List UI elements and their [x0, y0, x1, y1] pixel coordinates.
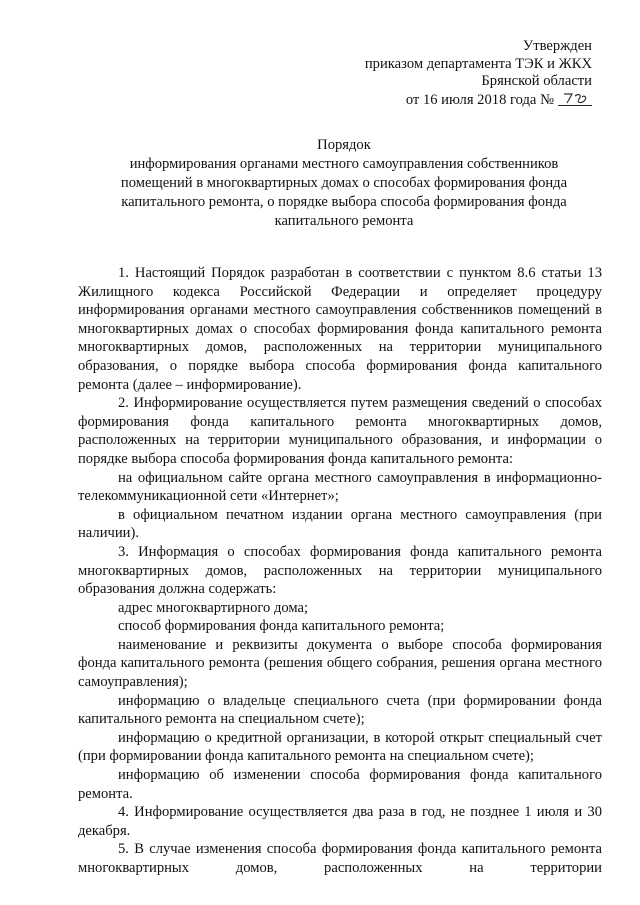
paragraph-3-item-5: информацию о кредитной организации, в которой открыт специальный счет (при формировании фонда капитального ремонта на специальном счете); — [78, 729, 602, 765]
document-body — [78, 264, 602, 878]
paragraph-5: 5. В случае изменения способа формирования фонда капитального ремонта многоквартирных домов, расположенных на территории — [78, 841, 602, 876]
paragraph-3-item-4: информацию о владельце специального счета (при формировании фонда капитального ремонта на специальном счете); — [78, 692, 602, 728]
title-heading: Порядок — [317, 137, 371, 153]
paragraph-1: 1. Настоящий Порядок разработан в соответствии с пунктом 8.6 статьи 13 Жилищного кодекса Российской Федерации и определяет процедуру информирования органами местного самоуправления собственников помещений в многоквартирных домах о способах формирования фонда капитального ремонта многоквартирных домов, расположенных на территории муниципального образования, о порядке выбора способа формирования фонда капитального ремонта (далее – информирование). — [78, 265, 602, 393]
approval-line-4 — [78, 91, 592, 110]
paragraph-2-item-1: на официальном сайте органа местного самоуправления в информационно-телекоммуникационной сети «Интернет»; — [78, 469, 602, 505]
paragraph-3-item-1: адрес многоквартирного дома; — [118, 599, 309, 616]
paragraph-3-item-3: наименование и реквизиты документа о выборе способа формирования фонда капитального ремонта (решения общего собрания, решения органа местного самоуправления); — [78, 636, 602, 691]
paragraph-3-item-2: способ формирования фонда капитального ремонта; — [118, 618, 445, 635]
handwritten-number-squiggle — [558, 91, 592, 105]
document-title — [78, 136, 602, 231]
handwritten-number — [558, 91, 592, 106]
approval-line-1: Утвержден — [522, 38, 592, 54]
paragraph-2-item-2: в официальном печатном издании органа местного самоуправления (при наличии). — [78, 506, 602, 542]
approval-line-2: приказом департамента ТЭК и ЖКХ — [364, 55, 592, 72]
paragraph-2: 2. Информирование осуществляется путем размещения сведений о способах формирования фонда капитального ремонта многоквартирных домов, расположенных на территории муниципального образования, и информации о порядке выбора способа формирования фонда капитального ремонта: — [78, 395, 602, 467]
paragraph-4: 4. Информирование осуществляется два раза в год, не позднее 1 июля и 30 декабря. — [78, 804, 602, 839]
paragraph-3-item-6: информацию об изменении способа формирования фонда капитального ремонта. — [78, 767, 602, 802]
approval-stamp — [78, 38, 602, 109]
paragraph-3: 3. Информация о способах формирования фонда капитального ремонта многоквартирных домов, расположенных на территории муниципального образования должна содержать: — [78, 543, 602, 598]
approval-date: от 16 июля 2018 года № — [405, 91, 554, 108]
title-subtitle: информирования органами местного самоуправления собственников помещений в многоквартирных домах о способах формирования фонда капитального ремонта, о порядке выбора способа формирования фонда капитального ремонта — [120, 156, 568, 229]
approval-line-3: Брянской области — [481, 73, 592, 89]
